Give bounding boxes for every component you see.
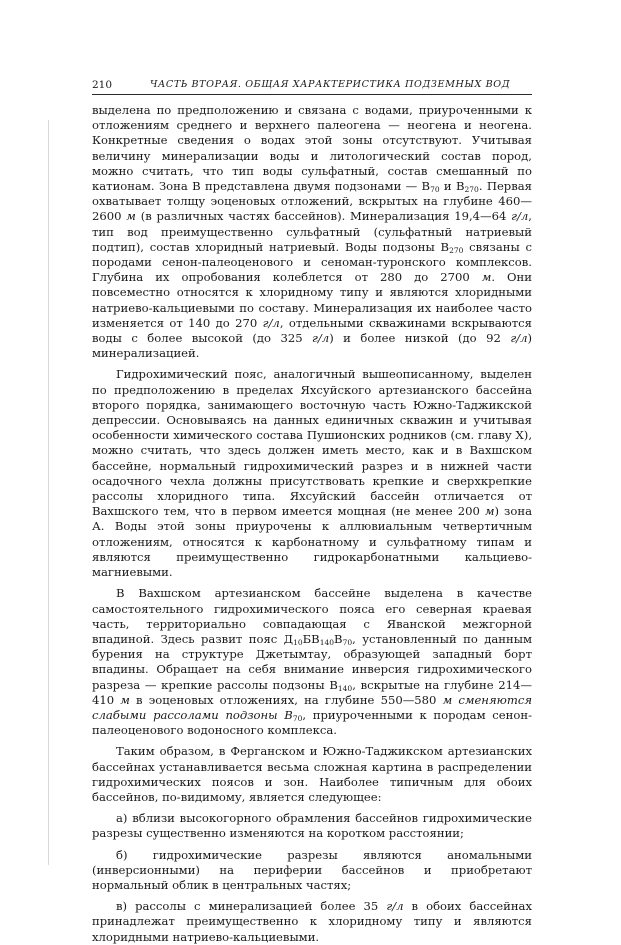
- paragraph-3: В Вахшском артезианском бассейне выделена в качестве самостоятельного гидрохимического пояса его северная краевая часть, территориально совпадающая с Яванской межгорной впадиной. Здесь развит пояс $Д_{10}БВ_{140}В_{70}$, установленный по данным бурения на структуре Джетымтау, образующей западный борт впадины. Обращает на себя внимание инверсия гидрохимического разреза — крепкие рассолы подзоны $В_{140}$, вскрытые на глубине 214—410 м в эоценовых отложениях, на глубине 550—580 м сменяются слабыми рассолами подзоны $В_{70}$, приуроченными к породам сенон-палеоценового водоносного комплекса.: [92, 586, 533, 738]
- scan-edge-shadow: [48, 120, 49, 865]
- running-title: ЧАСТЬ ВТОРАЯ. ОБЩАЯ ХАРАКТЕРИСТИКА ПОДЗЕМНЫХ ВОД: [150, 79, 511, 90]
- paragraph-4: Таким образом, в Ферганском и Южно-Таджикском артезианских бассейнах устанавливается весьма сложная картина в распределении гидрохимических поясов и зон. Наиболее типичным для обоих бассейнов, по-видимому, является следующее:: [92, 744, 532, 804]
- header-rule: [92, 94, 532, 95]
- list-item-c: в) рассолы с минерализацией более 35 г/л в обоих бассейнах принадлежат преимущественно к хлоридному типу и являются хлоридными натриево-кальциевыми.: [92, 899, 532, 944]
- page-number: 210: [92, 79, 113, 91]
- paragraph-1: выделена по предположению и связана с водами, приуроченными к отложениям среднего и верхнего палеогена — неогена и неогена. Конкретные сведения о водах этой зоны отсутствуют. Учитывая величину минерализации воды и литологический состав пород, можно считать, что тип воды сульфатный, состав смешанный по катионам. Зона В представлена двумя подзонами — $В_{70}$ и $В_{270}$. Первая охватывает толщу эоценовых отложений, вскрытых на глубине 460—2600 м (в различных частях бассейнов). Минерализация 19,4—64 г/л, тип вод преимущественно сульфатный (сульфатный натриевый подтип), состав хлоридный натриевый. Воды подзоны $В_{270}$ связаны с породами сенон-палеоценового и сеноман-туронского комплексов. Глубина их опробования колеблется от 280 до 2700 м. Они повсеместно относятся к хлоридному типу и являются хлоридными натриево-кальциевыми по составу. Минерализация их наиболее часто изменяется от 140 до 270 г/л, отдельными скважинами вскрываются воды с более высокой (до 325 г/л) и более низкой (до 92 г/л) минерализацией.: [92, 103, 532, 361]
- list-item-b: б) гидрохимические разрезы являются аномальными (инверсионными) на периферии бассейнов и приобретают нормальный облик в центральных частях;: [92, 847, 532, 892]
- list-item-a: а) вблизи высокогорного обрамления бассейнов гидрохимические разрезы существенно изменяются на коротком расстоянии;: [92, 811, 532, 841]
- page-header: [92, 77, 532, 93]
- paragraph-2: Гидрохимический пояс, аналогичный вышеописанному, выделен по предположению в пределах Яхсуйского артезианского бассейна второго порядка, занимающего восточную часть Южно-Таджикской депрессии. Основываясь на данных единичных скважин и учитывая особенности химического состава Пушионских родников (см. главу X), можно считать, что здесь должен иметь место, как и в Вахшском бассейне, нормальный гидрохимический разрез и в нижней части осадочного чехла должны присутствовать крепкие и сверхкрепкие рассолы хлоридного типа. Яхсуйский бассейн отличается от Вахшского тем, что в первом имеется мощная (не менее 200 м) зона А. Воды этой зоны приурочены к аллювиальным четвертичным отложениям, относятся к карбонатному и сульфатному типам и являются преимущественно гидрокарбонатными кальциево-магниевыми.: [92, 367, 532, 580]
- main-text: [92, 103, 532, 945]
